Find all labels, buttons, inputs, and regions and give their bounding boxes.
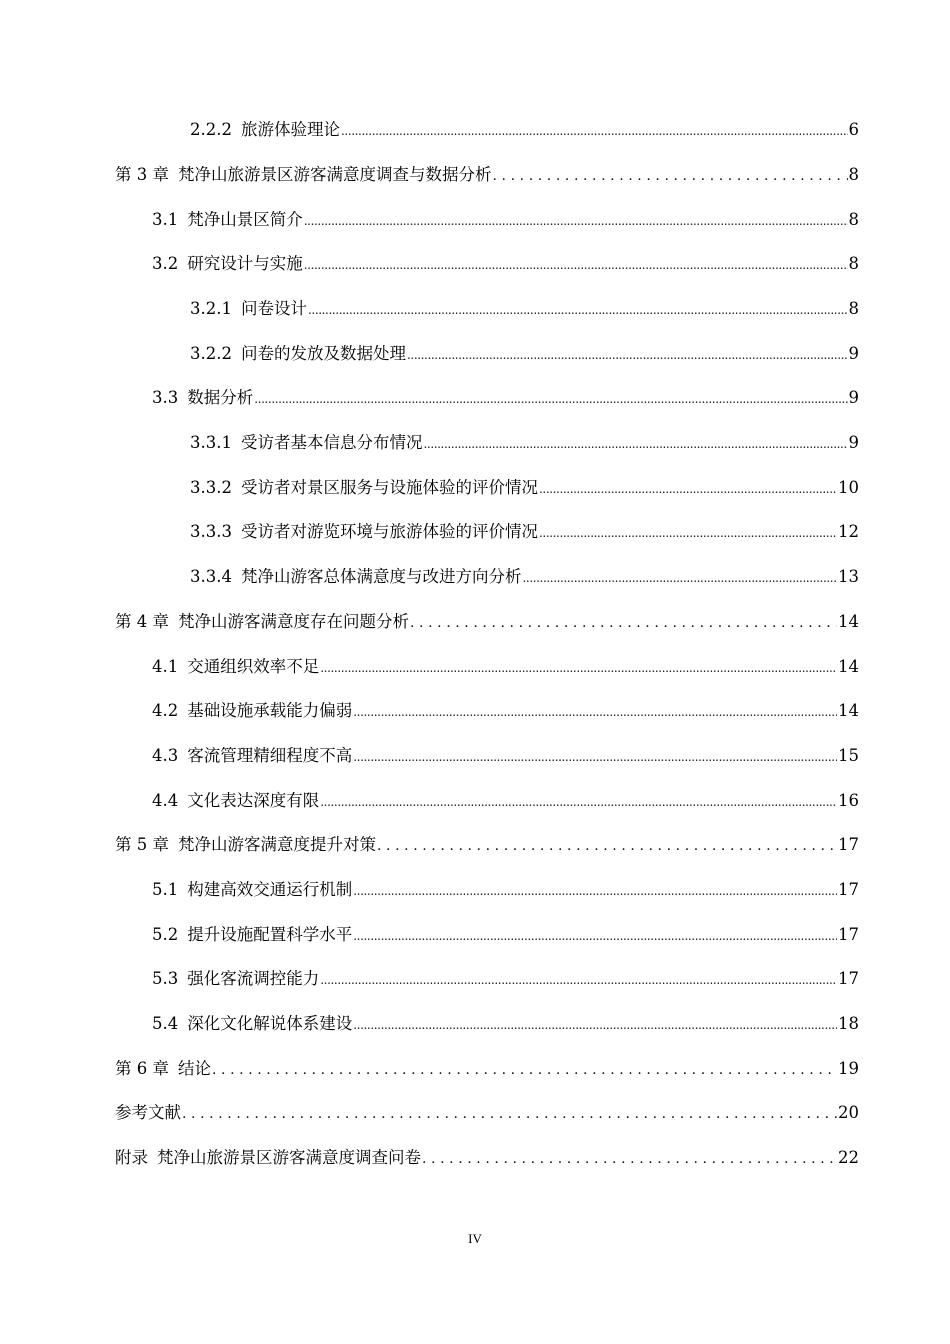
toc-entry-number: 3.3.1 (190, 433, 232, 452)
toc-entry-number: 第 4 章 (115, 612, 169, 631)
toc-entry-number: 5.1 (152, 880, 179, 899)
toc-entry[interactable] (115, 834, 859, 856)
toc-entry[interactable] (152, 387, 859, 409)
toc-entry-title: 旅游体验理论 (240, 120, 340, 139)
dot-leader (353, 746, 837, 768)
dot-leader (353, 1014, 837, 1036)
toc-entry-number: 附录 (115, 1148, 148, 1167)
toc-entry-number: 3.2.2 (190, 344, 232, 363)
dot-leader (182, 1103, 837, 1125)
toc-entry-number: 3.1 (152, 210, 179, 229)
toc-entry[interactable] (115, 1147, 859, 1169)
toc-entry[interactable] (190, 343, 859, 365)
toc-entry-title: 数据分析 (187, 388, 254, 407)
dot-leader (410, 612, 837, 634)
toc-entry[interactable] (152, 209, 859, 231)
toc-entry-page: 6 (848, 120, 859, 139)
toc-entry[interactable] (152, 1013, 859, 1035)
toc-entry-title: 梵净山游客满意度提升对策 (178, 835, 376, 854)
toc-entry[interactable] (152, 656, 859, 678)
toc-entry[interactable] (190, 119, 859, 141)
toc-entry-number: 3.2.1 (190, 299, 232, 318)
toc-entry-title: 提升设施配置科学水平 (187, 925, 353, 944)
toc-entry-page: 18 (838, 1014, 859, 1033)
toc-entry-page: 15 (838, 746, 859, 765)
toc-entry-number: 3.3.4 (190, 567, 232, 586)
toc-entry[interactable] (152, 700, 859, 722)
toc-entry-number: 第 6 章 (115, 1059, 169, 1078)
toc-entry-title: 梵净山旅游景区游客满意度调查与数据分析 (178, 165, 492, 184)
toc-entry-number: 3.3.2 (190, 478, 232, 497)
dot-leader (254, 388, 847, 410)
toc-entry-number: 第 5 章 (115, 835, 169, 854)
dot-leader (522, 567, 837, 589)
toc-entry-page: 9 (848, 388, 859, 407)
toc-entry-page: 17 (838, 969, 859, 988)
toc-entry-title: 梵净山景区简介 (187, 210, 303, 229)
toc-entry-number: 3.3.3 (190, 522, 232, 541)
toc-entry-page: 22 (838, 1148, 859, 1167)
toc-entry-title: 问卷的发放及数据处理 (240, 344, 406, 363)
toc-entry-page: 17 (838, 835, 859, 854)
toc-entry-title: 客流管理精细程度不高 (187, 746, 353, 765)
toc-entry-title: 问卷设计 (240, 299, 307, 318)
toc-entry-title: 文化表达深度有限 (187, 791, 320, 810)
toc-entry-number: 第 3 章 (115, 165, 169, 184)
dot-leader (320, 969, 837, 991)
dot-leader (422, 1148, 837, 1170)
toc-entry-number: 4.2 (152, 701, 179, 720)
toc-entry-page: 8 (848, 254, 859, 273)
dot-leader (320, 657, 837, 679)
toc-entry-page: 13 (838, 567, 859, 586)
toc-entry-number: 2.2.2 (190, 120, 232, 139)
toc-entry-title: 受访者对游览环境与旅游体验的评价情况 (240, 522, 538, 541)
toc-entry-title: 梵净山游客总体满意度与改进方向分析 (240, 567, 522, 586)
dot-leader (539, 522, 837, 544)
dot-leader (304, 254, 848, 276)
toc-entry[interactable] (152, 253, 859, 275)
dot-leader (353, 925, 837, 947)
toc-entry[interactable] (115, 1102, 859, 1124)
dot-leader (353, 701, 837, 723)
toc-entry-number: 5.3 (152, 969, 179, 988)
toc-entry[interactable] (152, 790, 859, 812)
toc-entry[interactable] (190, 298, 859, 320)
dot-leader (212, 1059, 837, 1081)
toc-entry-number: 3.2 (152, 254, 179, 273)
dot-leader (353, 880, 837, 902)
toc-entry-page: 8 (848, 210, 859, 229)
toc-entry-title: 基础设施承载能力偏弱 (187, 701, 353, 720)
toc-entry-title: 研究设计与实施 (187, 254, 303, 273)
toc-entry-page: 8 (848, 299, 859, 318)
toc-entry-number: 5.2 (152, 925, 179, 944)
dot-leader (423, 433, 847, 455)
page-number: IV (468, 1231, 482, 1246)
toc-entry[interactable] (152, 968, 859, 990)
toc-entry-page: 8 (848, 165, 859, 184)
dot-leader (320, 791, 837, 813)
toc-entry[interactable] (190, 521, 859, 543)
toc-entry-page: 9 (848, 433, 859, 452)
toc-entry-title: 构建高效交通运行机制 (187, 880, 353, 899)
toc-entry-number: 4.3 (152, 746, 179, 765)
toc-entry-page: 14 (838, 701, 859, 720)
dot-leader (308, 299, 848, 321)
toc-entry-page: 20 (838, 1103, 859, 1122)
toc-entry-title: 参考文献 (115, 1103, 181, 1122)
toc-entry[interactable] (190, 477, 859, 499)
toc-entry[interactable] (190, 566, 859, 588)
toc-entry-page: 14 (838, 657, 859, 676)
dot-leader (493, 165, 848, 187)
toc-entry-title: 受访者对景区服务与设施体验的评价情况 (240, 478, 538, 497)
toc-entry-number: 5.4 (152, 1014, 179, 1033)
toc-entry[interactable] (115, 611, 859, 633)
toc-entry-number: 4.4 (152, 791, 179, 810)
toc-entry-number: 4.1 (152, 657, 179, 676)
toc-entry-page: 10 (838, 478, 859, 497)
dot-leader (304, 210, 848, 232)
toc-entry-title: 深化文化解说体系建设 (187, 1014, 353, 1033)
toc-entry-title: 交通组织效率不足 (187, 657, 320, 676)
toc-entry-number: 3.3 (152, 388, 179, 407)
toc-entry-title: 结论 (178, 1059, 211, 1078)
dot-leader (407, 344, 848, 366)
dot-leader (341, 120, 848, 142)
toc-entry-title: 强化客流调控能力 (187, 969, 320, 988)
dot-leader (377, 835, 837, 857)
toc-entry[interactable] (152, 745, 859, 767)
toc-entry[interactable] (152, 924, 859, 946)
toc-entry-page: 12 (838, 522, 859, 541)
toc-entry-page: 9 (848, 344, 859, 363)
toc-entry-title: 梵净山游客满意度存在问题分析 (178, 612, 409, 631)
toc-entry[interactable] (190, 432, 859, 454)
toc-entry-page: 17 (838, 880, 859, 899)
toc-entry-title: 受访者基本信息分布情况 (240, 433, 423, 452)
toc-entry[interactable] (115, 164, 859, 186)
toc-entry-page: 16 (838, 791, 859, 810)
dot-leader (539, 478, 837, 500)
toc-entry[interactable] (152, 879, 859, 901)
toc-entry-page: 14 (838, 612, 859, 631)
toc-entry-title: 梵净山旅游景区游客满意度调查问卷 (157, 1148, 421, 1167)
toc-entry[interactable] (115, 1058, 859, 1080)
toc-entry-page: 17 (838, 925, 859, 944)
toc-entry-page: 19 (838, 1059, 859, 1078)
